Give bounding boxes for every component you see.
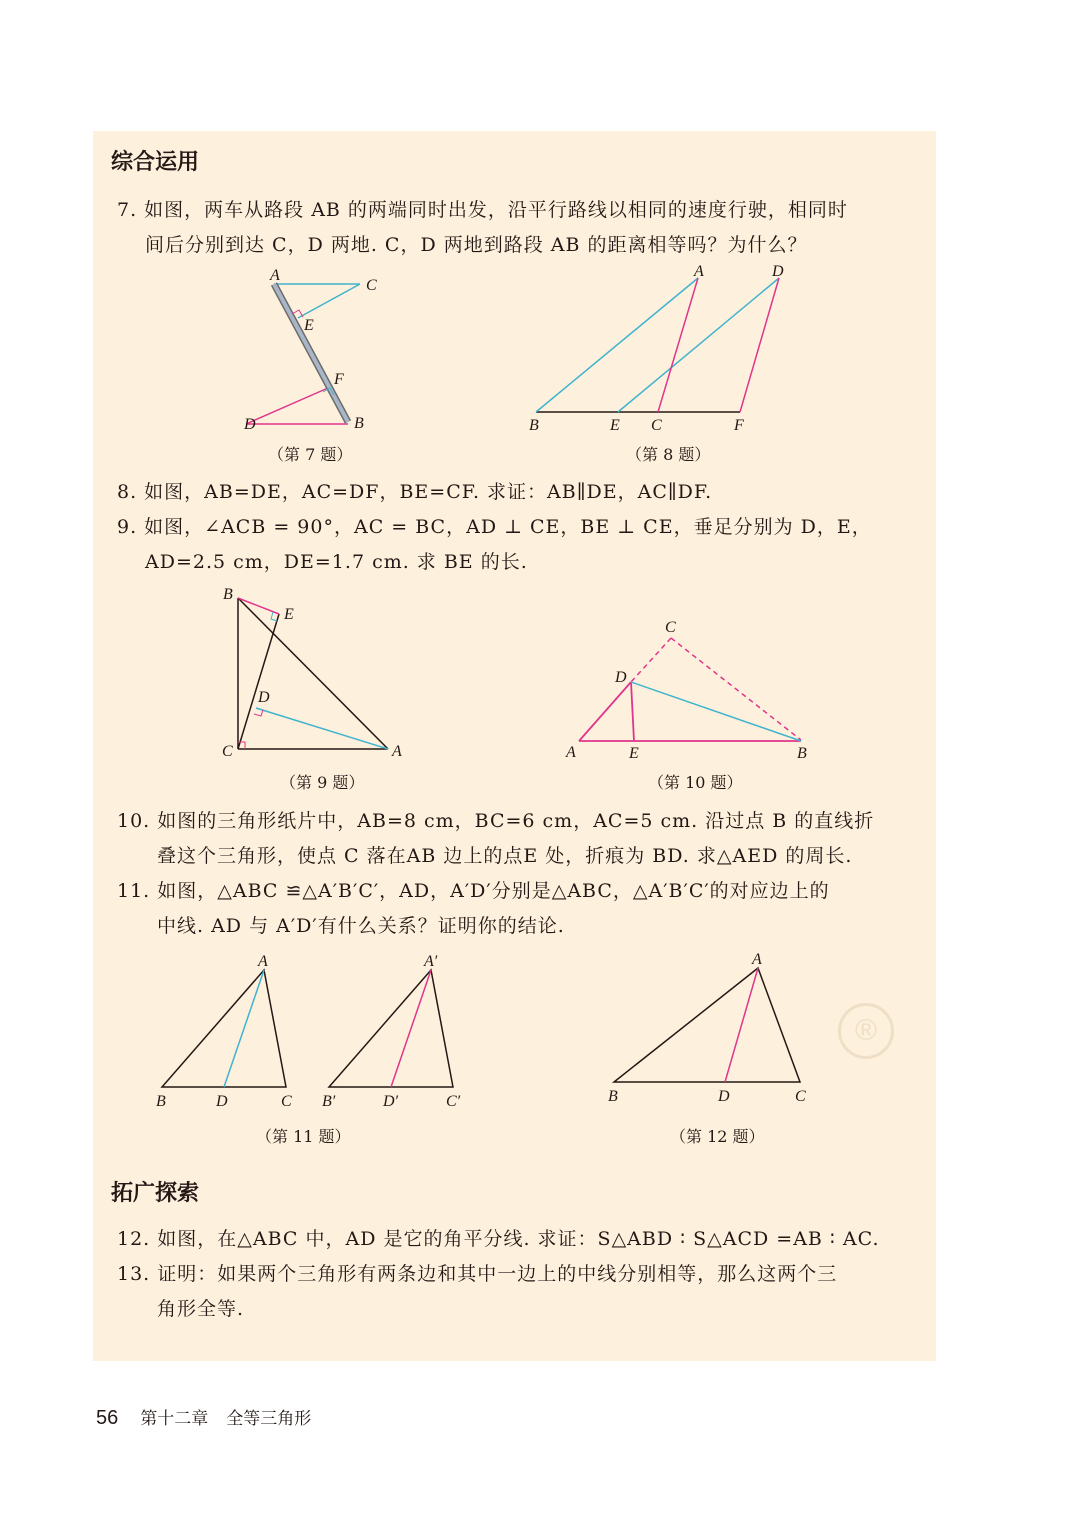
- registered-watermark-icon: ®: [838, 1003, 894, 1059]
- figure-7-caption: （第 7 题）: [268, 445, 353, 464]
- figure-11-caption: （第 11 题）: [256, 1127, 351, 1146]
- figure-11: [150, 948, 480, 1118]
- figure-8: [520, 260, 810, 440]
- figure-9-caption: （第 9 题）: [280, 773, 365, 792]
- problem-13-line-2: 角形全等.: [157, 1298, 245, 1320]
- label-D: D: [216, 1093, 228, 1110]
- chapter-title: 全等三角形: [226, 1409, 312, 1429]
- problem-10-line-1: 10. 如图的三角形纸片中，AB=8 cm，BC=6 cm，AC=5 cm. 沿过点 B 的直线折: [117, 810, 875, 832]
- label-D: D: [258, 689, 270, 706]
- label-B: B: [156, 1093, 166, 1110]
- section-title-comprehensive: 综合运用: [111, 150, 200, 175]
- label-D: D: [244, 416, 256, 433]
- label-E: E: [304, 317, 314, 334]
- label-D: D: [772, 263, 784, 280]
- problem-7-line-1: 7. 如图，两车从路段 AB 的两端同时出发，沿平行路线以相同的速度行驶，相同时: [117, 199, 848, 221]
- label-C: C: [366, 277, 377, 294]
- label-A: A: [258, 953, 268, 970]
- label-A: A: [270, 267, 280, 284]
- label-B: B: [797, 745, 807, 762]
- label-B: B: [529, 417, 539, 434]
- label-C: C: [651, 417, 662, 434]
- section-title-extension: 拓广探索: [111, 1181, 200, 1206]
- figure-10-caption: （第 10 题）: [648, 773, 743, 792]
- problem-10-line-2: 叠这个三角形，使点 C 落在AB 边上的点E 处，折痕为 BD. 求△AED 的周长.: [157, 845, 853, 867]
- label-D: D: [718, 1088, 730, 1105]
- label-C: C: [222, 743, 233, 760]
- label-C: C: [795, 1088, 806, 1105]
- problem-11-line-2: 中线. AD 与 A′D′有什么关系？证明你的结论.: [157, 915, 565, 937]
- label-F: F: [334, 371, 344, 388]
- label-E: E: [610, 417, 620, 434]
- label-F: F: [734, 417, 744, 434]
- label-B: B: [223, 586, 233, 603]
- label-A: A: [752, 951, 762, 968]
- label-D: D: [615, 669, 627, 686]
- page-footer: [96, 1404, 311, 1430]
- label-B-prime: B′: [322, 1093, 336, 1110]
- problem-8-line-1: 8. 如图，AB=DE，AC=DF，BE=CF. 求证：AB∥DE，AC∥DF.: [117, 481, 713, 503]
- figure-10: [555, 612, 815, 762]
- page-number: 56: [96, 1407, 119, 1429]
- label-E: E: [629, 745, 639, 762]
- label-B: B: [354, 415, 364, 432]
- figure-7: [230, 262, 400, 442]
- label-A: A: [694, 263, 704, 280]
- label-D-prime: D′: [383, 1093, 399, 1110]
- problem-9-line-2: AD=2.5 cm，DE=1.7 cm. 求 BE 的长.: [145, 551, 528, 573]
- label-C: C: [281, 1093, 292, 1110]
- label-B: B: [608, 1088, 618, 1105]
- problem-13-line-1: 13. 证明：如果两个三角形有两条边和其中一边上的中线分别相等，那么这两个三: [117, 1263, 838, 1285]
- problem-12-line-1: 12. 如图，在△ABC 中，AD 是它的角平分线. 求证：S△ABD ∶ S△ACD =AB ∶ AC.: [117, 1228, 880, 1250]
- figure-9: [210, 582, 410, 767]
- label-A-prime: A′: [424, 953, 438, 970]
- problem-7-line-2: 间后分别到达 C，D 两地. C，D 两地到路段 AB 的距离相等吗？为什么？: [145, 234, 808, 256]
- problem-9-line-1: 9. 如图，∠ACB = 90°，AC = BC，AD ⊥ CE，BE ⊥ CE，垂足分别为 D，E，: [117, 516, 872, 538]
- label-C-prime: C′: [446, 1093, 461, 1110]
- chapter-label: 第十二章: [140, 1409, 209, 1429]
- label-E: E: [284, 606, 294, 623]
- label-A: A: [566, 744, 576, 761]
- figure-8-caption: （第 8 题）: [626, 445, 711, 464]
- figure-12-caption: （第 12 题）: [670, 1127, 765, 1146]
- figure-12: [600, 948, 830, 1118]
- problem-11-line-1: 11. 如图，△ABC ≌△A′B′C′，AD，A′D′分别是△ABC，△A′B′C′的对应边上的: [117, 880, 830, 902]
- label-A: A: [392, 743, 402, 760]
- label-C: C: [665, 619, 676, 636]
